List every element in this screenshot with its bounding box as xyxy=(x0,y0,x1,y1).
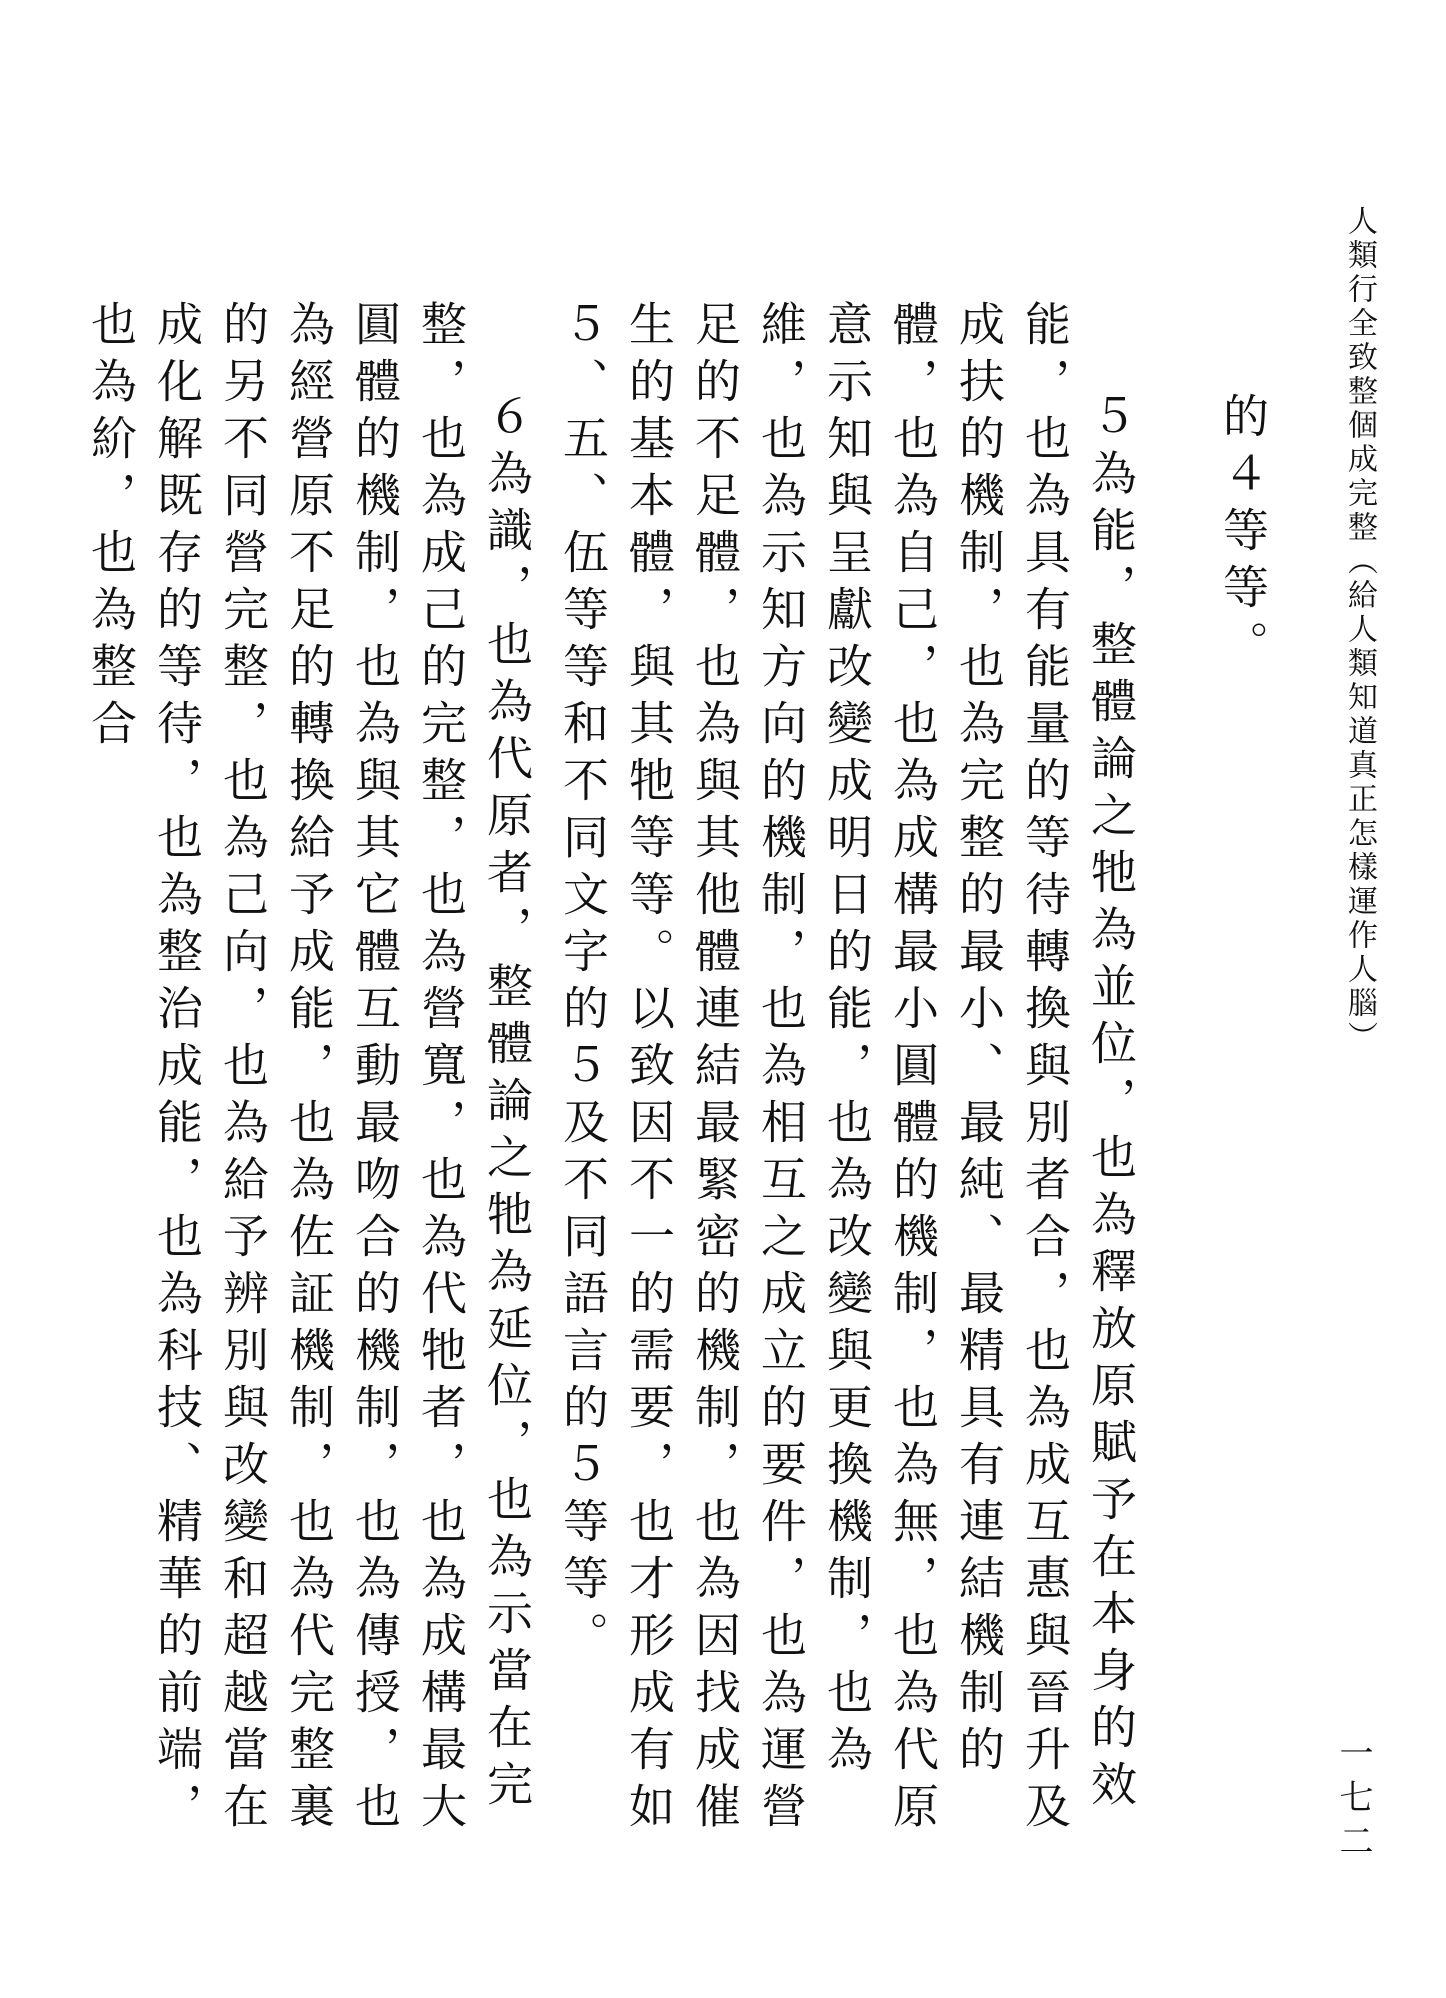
running-header-title: 人類行全致整個成完整（給人類知道真正怎樣運作人腦） xyxy=(1342,205,1377,1055)
page-number: 一七二 xyxy=(1333,1735,1373,1867)
paragraph-continuation: 的４等等。 xyxy=(1216,392,1270,677)
page-body xyxy=(84,300,1276,1860)
paragraph-six: ６為識，也為代原者，整體論之牠為延位，也為示當在完整，也為成己的完整，也為營寬，也為代牠者，也為成構最大圓體的機制，也為與其它體互動最吻合的機制，也為傳授，也為經營原不足的轉換給予成能，也為佐証機制，也為代完整裏的另不同營完整，也為己向，也為給予辨別與改變和超越當在成化解既存的等待，也為整治成能，也為科技、精華的前端，也為紒，也為整合 xyxy=(84,300,534,1839)
paragraph-five: ５為能，整體論之牠為並位，也為釋放原賦予在本身的效能，也為具有能量的等待轉換與別者合，也為成互惠與晉升及成扶的機制，也為完整的最小、最純、最精具有連結機制的體，也為自己，也為成構最小圓體的機制，也為無，也為代原意示知與呈獻改變成明日的能，也為改變與更換機制，也為維，也為示知方向的機制，也為相互之成立的要件，也為運營足的不足體，也為與其他體連結最緊密的機制，也為因找成催生的基本體，與其牠等等。以致因不一的需要，也才形成有如５、五、伍等等和不同文字的５及不同語言的５等等。 xyxy=(556,300,1138,1839)
